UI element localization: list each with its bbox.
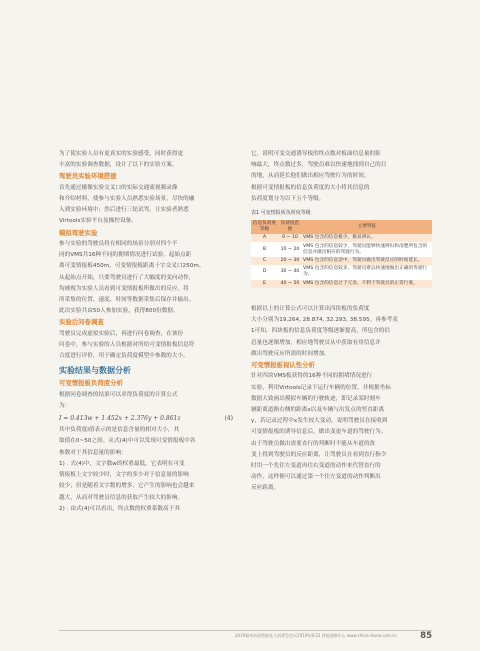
paragraph-line: 2) . 由式(4)可以看出，终点数的权重系数高于其 bbox=[59, 505, 180, 512]
table-caption: 表1 可变情报板负荷度等级 bbox=[251, 210, 311, 217]
paragraph-line: 可变情报板的诱导信息后，做出变更车道的驾驶行为。 bbox=[251, 429, 387, 436]
paragraph-line: 所采集的位置、速度、时间等数据采集后保存并输出。 bbox=[59, 297, 195, 304]
spacer bbox=[251, 288, 432, 304]
paragraph-line: 根据问卷调查的结果可以求得负荷度的计算公式 bbox=[59, 391, 178, 398]
paragraph-line: 时用一个先往左变道再往右变道的动作来代替直行的 bbox=[251, 462, 381, 469]
section-heading-load-analysis: 可变情报板负荷度分析 bbox=[59, 379, 123, 388]
paragraph-line: 丰富的实验调查数据，设计了以下的实验方案。 bbox=[59, 162, 178, 169]
paragraph-line: 取值在0~50之间。从式(4)中可以发现可变情报板中各 bbox=[59, 438, 196, 445]
paragraph-line: 由于驾驶员做出需要直行的判断时不能从车道的改 bbox=[251, 440, 376, 447]
paragraph-line: 根据以上的计算公式可以计算出四块板的负荷度 bbox=[251, 305, 370, 312]
paragraph-line: 针对四块VMS板获得的16种不同的拥堵情况进行 bbox=[251, 373, 373, 380]
table-header-cell: 信息负荷度等级 bbox=[252, 221, 277, 233]
table-cell-grade: D bbox=[251, 265, 278, 279]
formula bbox=[59, 412, 239, 425]
paragraph-line: y，若记录过程中x发生较大变动，说明驾驶员在接收到 bbox=[251, 418, 388, 425]
paragraph-line: 离可变情报板450m，可变情报板距离十字交叉口250m。 bbox=[59, 263, 205, 270]
paragraph-line: 首先通过摄像实验交叉口的实际交通流视频录像 bbox=[59, 184, 178, 191]
table-cell-grade: B bbox=[251, 242, 278, 256]
paragraph-line: 同的VMS共16种不同的拥堵情况进行试验。起始点距 bbox=[59, 252, 192, 259]
paragraph-line: 动作，这样便可以通过第一个往左变道的动作判断出 bbox=[251, 474, 381, 481]
footer-text: 2019福州首届智能化人机紧急会议2019年8-22 智能道路中心 www.china-stone.com.cn bbox=[235, 633, 397, 638]
section-heading-survey: 实验后问卷调查 bbox=[59, 318, 104, 327]
page-footer bbox=[59, 630, 432, 643]
paragraph-line: 它，说明可变交通诱导板的终点数对板面信息量的影 bbox=[251, 151, 381, 157]
paragraph-line: 问卷中，参与实验的人员根据对所给可变情报板信息符 bbox=[59, 342, 195, 349]
paragraph-line: 越大，从而对驾驶员信息的获取产生较大的影响。 bbox=[59, 494, 184, 501]
paragraph-line: 息量也逐渐增加，相应地驾驶员从中获取有用信息并 bbox=[251, 339, 381, 346]
table-cell-range: 40 ~ 50 bbox=[278, 280, 302, 288]
table-row bbox=[251, 265, 432, 279]
section-heading-environment: 驾驶员实验环境搭建 bbox=[59, 172, 117, 181]
table-cell-range: 0 ~ 10 bbox=[278, 234, 302, 242]
paragraph-line: 为了使实验人员有更真实的实验感受，同时获得更 bbox=[59, 151, 184, 157]
right-column bbox=[251, 149, 432, 495]
paragraph-line: 入到实验环境中；然后进行三轮试驾，让实验者熟悉 bbox=[59, 207, 189, 214]
paragraph-line: 反应距离。 bbox=[251, 485, 280, 492]
paragraph-line: 1) . 式(4)中，文字数w的权重最低，它表明在可变 bbox=[59, 460, 185, 467]
paragraph-line: 辆距离道路右侧的距离x以及车辆与出发点的竖直距离 bbox=[251, 406, 385, 413]
paragraph-line: 此次实验共由50人参加实验，获得800份数据。 bbox=[59, 308, 179, 315]
paragraph-line: 的地，从而延长他们做出相应驾驶行为的时间。 bbox=[251, 173, 370, 180]
paragraph-line: 响最大，终点数过多，驾驶员难以快速地找到自己的目 bbox=[251, 162, 387, 169]
table-row bbox=[251, 280, 432, 288]
paragraph-line: 根据可变情报板的信息负荷度的大小将其信息的 bbox=[251, 184, 370, 191]
table-header-cell: 主要特征 bbox=[302, 220, 432, 234]
formula-expression: I = 0.413w + 1.452x + 2.376y + 0.861z bbox=[59, 415, 181, 423]
table-row bbox=[251, 257, 432, 265]
paragraph-line: 情报板上文字较少时，文字的多少对于信息量的影响 bbox=[59, 472, 189, 479]
paragraph-line: 为： bbox=[59, 403, 71, 410]
main-section-heading: 实验结果与数据分析 bbox=[59, 366, 131, 376]
paragraph-line: 较少；但是随着文字数的增多，它产生的影响也会越来 bbox=[59, 483, 195, 490]
paragraph-line: Virtools实验平台及操控设备。 bbox=[59, 218, 137, 225]
formula-number: (4) bbox=[224, 415, 233, 423]
paragraph-line: 变上得到驾驶员的反应距离，让驾驶员在看到直行指令 bbox=[251, 451, 387, 458]
section-heading-visibility: 可变情报板视认性分析 bbox=[251, 360, 315, 369]
load-grade-table bbox=[251, 220, 432, 288]
paragraph-line: 负荷度划分为以下五个等级。 bbox=[251, 195, 325, 202]
page-number: 85 bbox=[420, 631, 432, 641]
paragraph-line: 参与实验的驾驶员将在相同的场景分别对四个不 bbox=[59, 241, 178, 248]
table-cell-grade: E bbox=[251, 280, 278, 288]
paragraph-line: 数据大致画出模拟车辆的行驶轨迹，即记录某时刻车 bbox=[251, 395, 381, 402]
paragraph-line: 大小分别为19.264, 28.874, 32.293, 38.595。再参考表 bbox=[251, 317, 398, 324]
table-cell-feature: VMS 包含的信息适中，驾驶员做出驾驶反应的时间延长。 bbox=[302, 257, 432, 265]
table-header-cell: 负荷度范围 bbox=[278, 220, 302, 234]
left-column bbox=[59, 149, 239, 515]
table-cell-grade: A bbox=[251, 234, 278, 242]
paragraph-line: 驾驶员完成虚拟实验后，再进行问卷调查，在该份 bbox=[59, 330, 184, 337]
table-cell-range: 10 ~ 20 bbox=[278, 242, 302, 256]
paragraph-line: 合度进行评价，用于确定负荷度模型中参数的大小。 bbox=[59, 353, 189, 360]
table-header-row bbox=[251, 220, 432, 234]
paragraph-line: 实验，利用Virtools记录下运行车辆的位置，并根据坐标 bbox=[251, 384, 391, 391]
paragraph-line: 从起始点开始，只要驾驶员进行了大幅度的变向动作， bbox=[59, 274, 195, 281]
table-cell-feature: VMS 包含的信息较少，驾驶员能够快速辨识和清楚所包含的信息并做出相应的驾驶行为。 bbox=[302, 242, 432, 256]
paragraph-line: 1可知，四块板的信息负荷度等级逐渐提高，所包含的信 bbox=[251, 328, 391, 335]
table-cell-range: 20 ~ 30 bbox=[278, 257, 302, 265]
paragraph-line: 参数对于其信息量的影响： bbox=[59, 449, 127, 456]
section-heading-simulation: 模拟驾驶实验 bbox=[59, 228, 98, 237]
table-cell-grade: C bbox=[251, 257, 278, 265]
paragraph-line: 和介绍材料，使参与实验人员熟悉实验场景，尽快的融 bbox=[59, 196, 195, 203]
table-row bbox=[251, 234, 432, 242]
table-cell-feature: VMS 包含的信息较多，驾驶员难以快速地做出正确的驾驶行为。 bbox=[302, 265, 432, 279]
table-cell-feature: VMS 包含的信息过于冗余，不利于驾驶员的正常行驶。 bbox=[302, 280, 432, 288]
table-cell-feature: VMS 包含的信息极少，极易辨认。 bbox=[302, 234, 432, 242]
table-cell-range: 30 ~ 40 bbox=[278, 265, 302, 279]
paragraph-line: 其中负荷度I值表示的是信息含量的相对大小，其 bbox=[59, 427, 180, 434]
table-row bbox=[251, 242, 432, 256]
paragraph-line: 做出驾驶反应所需的时间增加。 bbox=[251, 350, 331, 357]
paragraph-line: 均被视为实验人员看到可变情报板所做出的反应。将 bbox=[59, 285, 189, 292]
